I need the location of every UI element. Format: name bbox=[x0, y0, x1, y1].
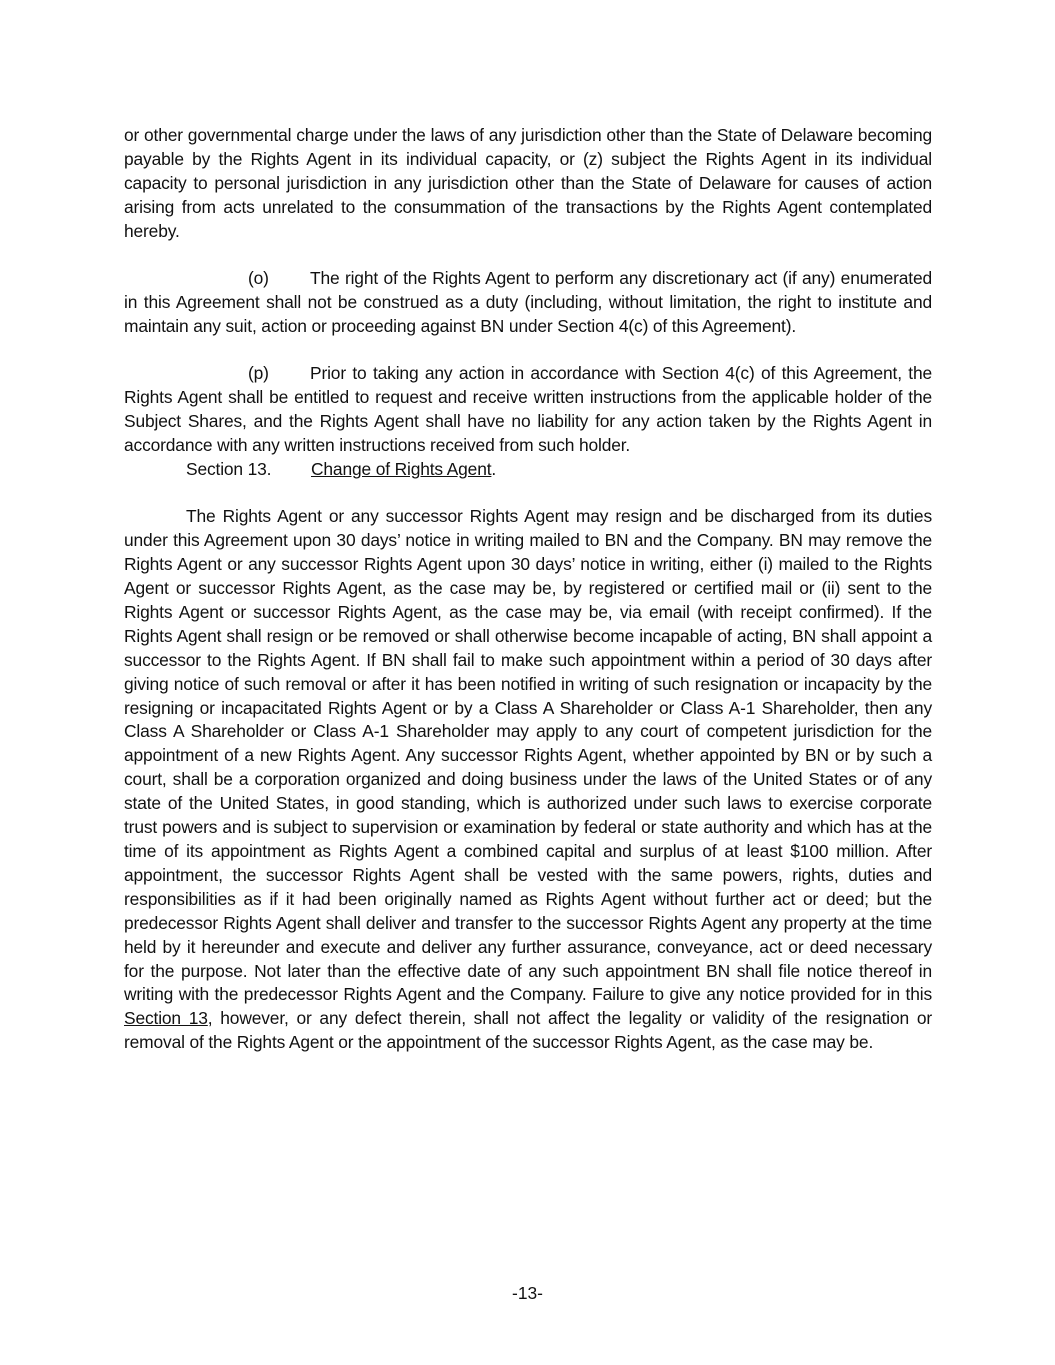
section-heading bbox=[124, 458, 932, 482]
document-page bbox=[124, 124, 932, 1055]
list-item-o bbox=[124, 267, 932, 339]
section-cross-reference: Section 13 bbox=[124, 1008, 208, 1029]
item-text: Prior to taking any action in accordance with Section 4(c) of this Agreement, the Rights Agent shall be entitled to request and receive written instructions from the applicable holder of the Subject Shares, and the Rights Agent shall have no liability for any action taken by the Rights Agent in accordance with any written instructions received from such holder. bbox=[124, 363, 932, 455]
section-body-text-end: , however, or any defect therein, shall not affect the legality or validity of the resignation or removal of the Rights Agent or the appointment of the successor Rights Agent, as the case may be. bbox=[124, 1008, 932, 1053]
section-title-period: . bbox=[491, 458, 497, 479]
list-item-p bbox=[124, 362, 932, 458]
section-title: Change of Rights Agent bbox=[311, 458, 492, 479]
continued-paragraph: or other governmental charge under the laws of any jurisdiction other than the State of Delaware becoming payable by the Rights Agent in its individual capacity, or (z) subject the Rights Agent in its individual capacity to personal jurisdiction in any jurisdiction other than the State of Delaware for causes of action arising from acts unrelated to the consummation of the transactions by the Rights Agent contemplated hereby. bbox=[124, 125, 932, 241]
item-text: The right of the Rights Agent to perform any discretionary act (if any) enumerated in this Agreement shall not be construed as a duty (including, without limitation, the right to institute and maintain any suit, action or proceeding against BN under Section 4(c) of this Agreement). bbox=[124, 268, 932, 336]
page-number: -13- bbox=[512, 1283, 543, 1303]
section-body-text: The Rights Agent or any successor Rights Agent may resign and be discharged from its duties under this Agreement upon 30 days’ notice in writing mailed to BN and the Company. BN may remove the Rights Agent or any successor Rights Agent upon 30 days’ notice in writing, either (i) mailed to the Rights Agent or successor Rights Agent, as the case may be, by registered or certified mail or (ii) sent to the Rights Agent or successor Rights Agent, as the case may be, via email (with receipt confirmed). If the Rights Agent shall resign or be removed or shall otherwise become incapable of acting, BN shall appoint a successor to the Rights Agent. If BN shall fail to make such appointment within a period of 30 days after giving notice of such removal or after it has been notified in writing of such resignation or incapacity by the resigning or incapacitated Rights Agent or by a Class A Shareholder or Class A-1 Shareholder, then any Class A Shareholder or Class A-1 Shareholder may apply to any court of competent jurisdiction for the appointment of a new Rights Agent. Any successor Rights Agent, whether appointed by BN or by such a court, shall be a corporation organized and doing business under the laws of the United States or of any state of the United States, in good standing, which is authorized under such laws to exercise corporate trust powers and is subject to supervision or examination by federal or state authority and which has at the time of its appointment as Rights Agent a combined capital and surplus of at least $100 million. After appointment, the successor Rights Agent shall be vested with the same powers, rights, duties and responsibilities as if it had been originally named as Rights Agent without further act or deed; but the predecessor Rights Agent shall deliver and transfer to the successor Rights Agent any property at the time held by it hereunder and execute and deliver any further assurance, conveyance, act or deed necessary for the purpose. Not later than the effective date of any such appointment BN shall file notice thereof in writing with the predecessor Rights Agent and the Company. Failure to give any notice provided for in this bbox=[124, 506, 932, 1005]
item-marker: (p) bbox=[248, 363, 269, 384]
section-body bbox=[124, 505, 932, 1055]
item-marker: (o) bbox=[248, 268, 269, 289]
section-number: Section 13. bbox=[186, 458, 272, 479]
